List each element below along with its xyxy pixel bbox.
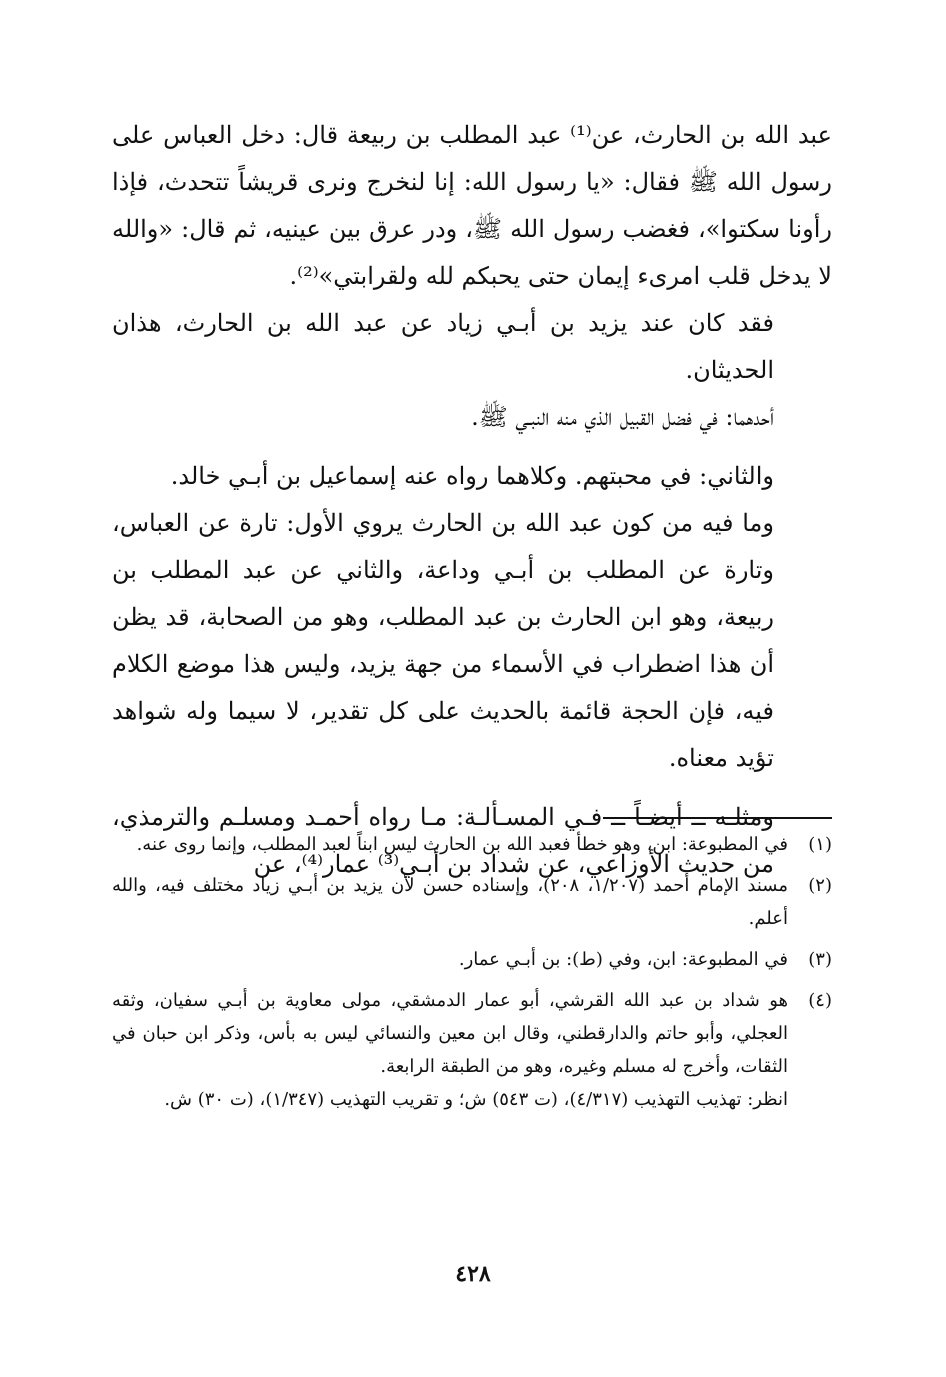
paragraph: فقد كان عند يزيد بن أبـي زياد عن عبد الله بن الحارث، هذان الحديثان. xyxy=(112,309,774,384)
footnote xyxy=(112,828,832,861)
footnote-reference: انظر: تهذيب التهذيب (٤/٣١٧)، (ت ٥٤٣) ش؛ و تقريب التهذيب (١/٣٤٧)، (ت ٣٠) ش. xyxy=(164,1089,788,1110)
footnote-text: في المطبوعة: ابن، وهو خطأ فعبد الله بن الحارث ليس ابناً لعبد المطلب، وإنما روى عنه. xyxy=(136,834,788,855)
main-text xyxy=(112,112,832,888)
paragraph: أحدهما: في فضل القبيل الذي منه النبـي ﷺ. xyxy=(471,403,774,431)
paragraph: والثاني: في محبتهم. وكلاهما رواه عنه إسماعيل بن أبـي خالد. xyxy=(170,462,774,490)
footnotes xyxy=(112,828,832,1124)
footnote xyxy=(112,869,832,935)
footnote-number: (٢) xyxy=(808,875,832,896)
footnote-number: (٣) xyxy=(808,949,832,970)
footnote xyxy=(112,984,832,1116)
footnote-number: (١) xyxy=(808,834,832,855)
footnote-text: مسند الإمام أحمد (١/٢٠٧، ٢٠٨)، وإسناده حسن لأن يزيد بن أبـي زياد مختلف فيه، والله أعلم. xyxy=(112,875,789,929)
footnote-text: هو شداد بن عبد الله القرشي، أبو عمار الدمشقي، مولى معاوية بن أبـي سفيان، وثقه العجلي، وأبو حاتم والدارقطني، وقال ابن معين والنسائي ليس به بأس، وذكر ابن حبان في الثقات، وأخرج له مسلم وغيره، وهو من الطبقة الرابعة. xyxy=(112,990,788,1077)
paragraph: وما فيه من كون عبد الله بن الحارث يروي الأول: تارة عن العباس، وتارة عن المطلب بن أبـي وداعة، والثاني عن عبد المطلب بن ربيعة، وهو ابن الحارث بن عبد المطلب، وهو من الصحابة، قد يظن أن هذا اضطراب في الأسماء من جهة يزيد، وليس هذا موضع الكلام فيه، فإن الحجة قائمة بالحديث على كل تقدير، لا سيما وله شواهد تؤيد معناه. xyxy=(112,509,775,772)
footnote-number: (٤) xyxy=(808,990,832,1011)
paragraph: عبد الله بن الحارث، عن⁽¹⁾ عبد المطلب بن ربيعة قال: دخل العباس على رسول الله ﷺ فقال: «يا رسول الله: إنا لنخرج ونرى قريشاً تتحدث، فإذا رأونا سكتوا»، فغضب رسول الله ﷺ، ودر عرق بين عينيه، ثم قال: «والله لا يدخل قلب امرىء إيمان حتى يحبكم لله ولقرابتي»⁽²⁾. xyxy=(112,121,832,290)
footnote-text: في المطبوعة: ابن، وفي (ط): بن أبـي عمار. xyxy=(458,949,788,970)
footnote-divider xyxy=(603,817,832,819)
paragraph: ومثلـه ــ أيضـاً ــ فـي المسـألـة: مـا رواه أحمـد ومسلـم والترمذي، من حديث الأوزاعي، عن شداد بن أبـي⁽³⁾ عمار⁽⁴⁾، عن xyxy=(112,803,774,878)
footnote xyxy=(112,943,832,976)
page-number: ٤٢٨ xyxy=(455,1261,491,1287)
